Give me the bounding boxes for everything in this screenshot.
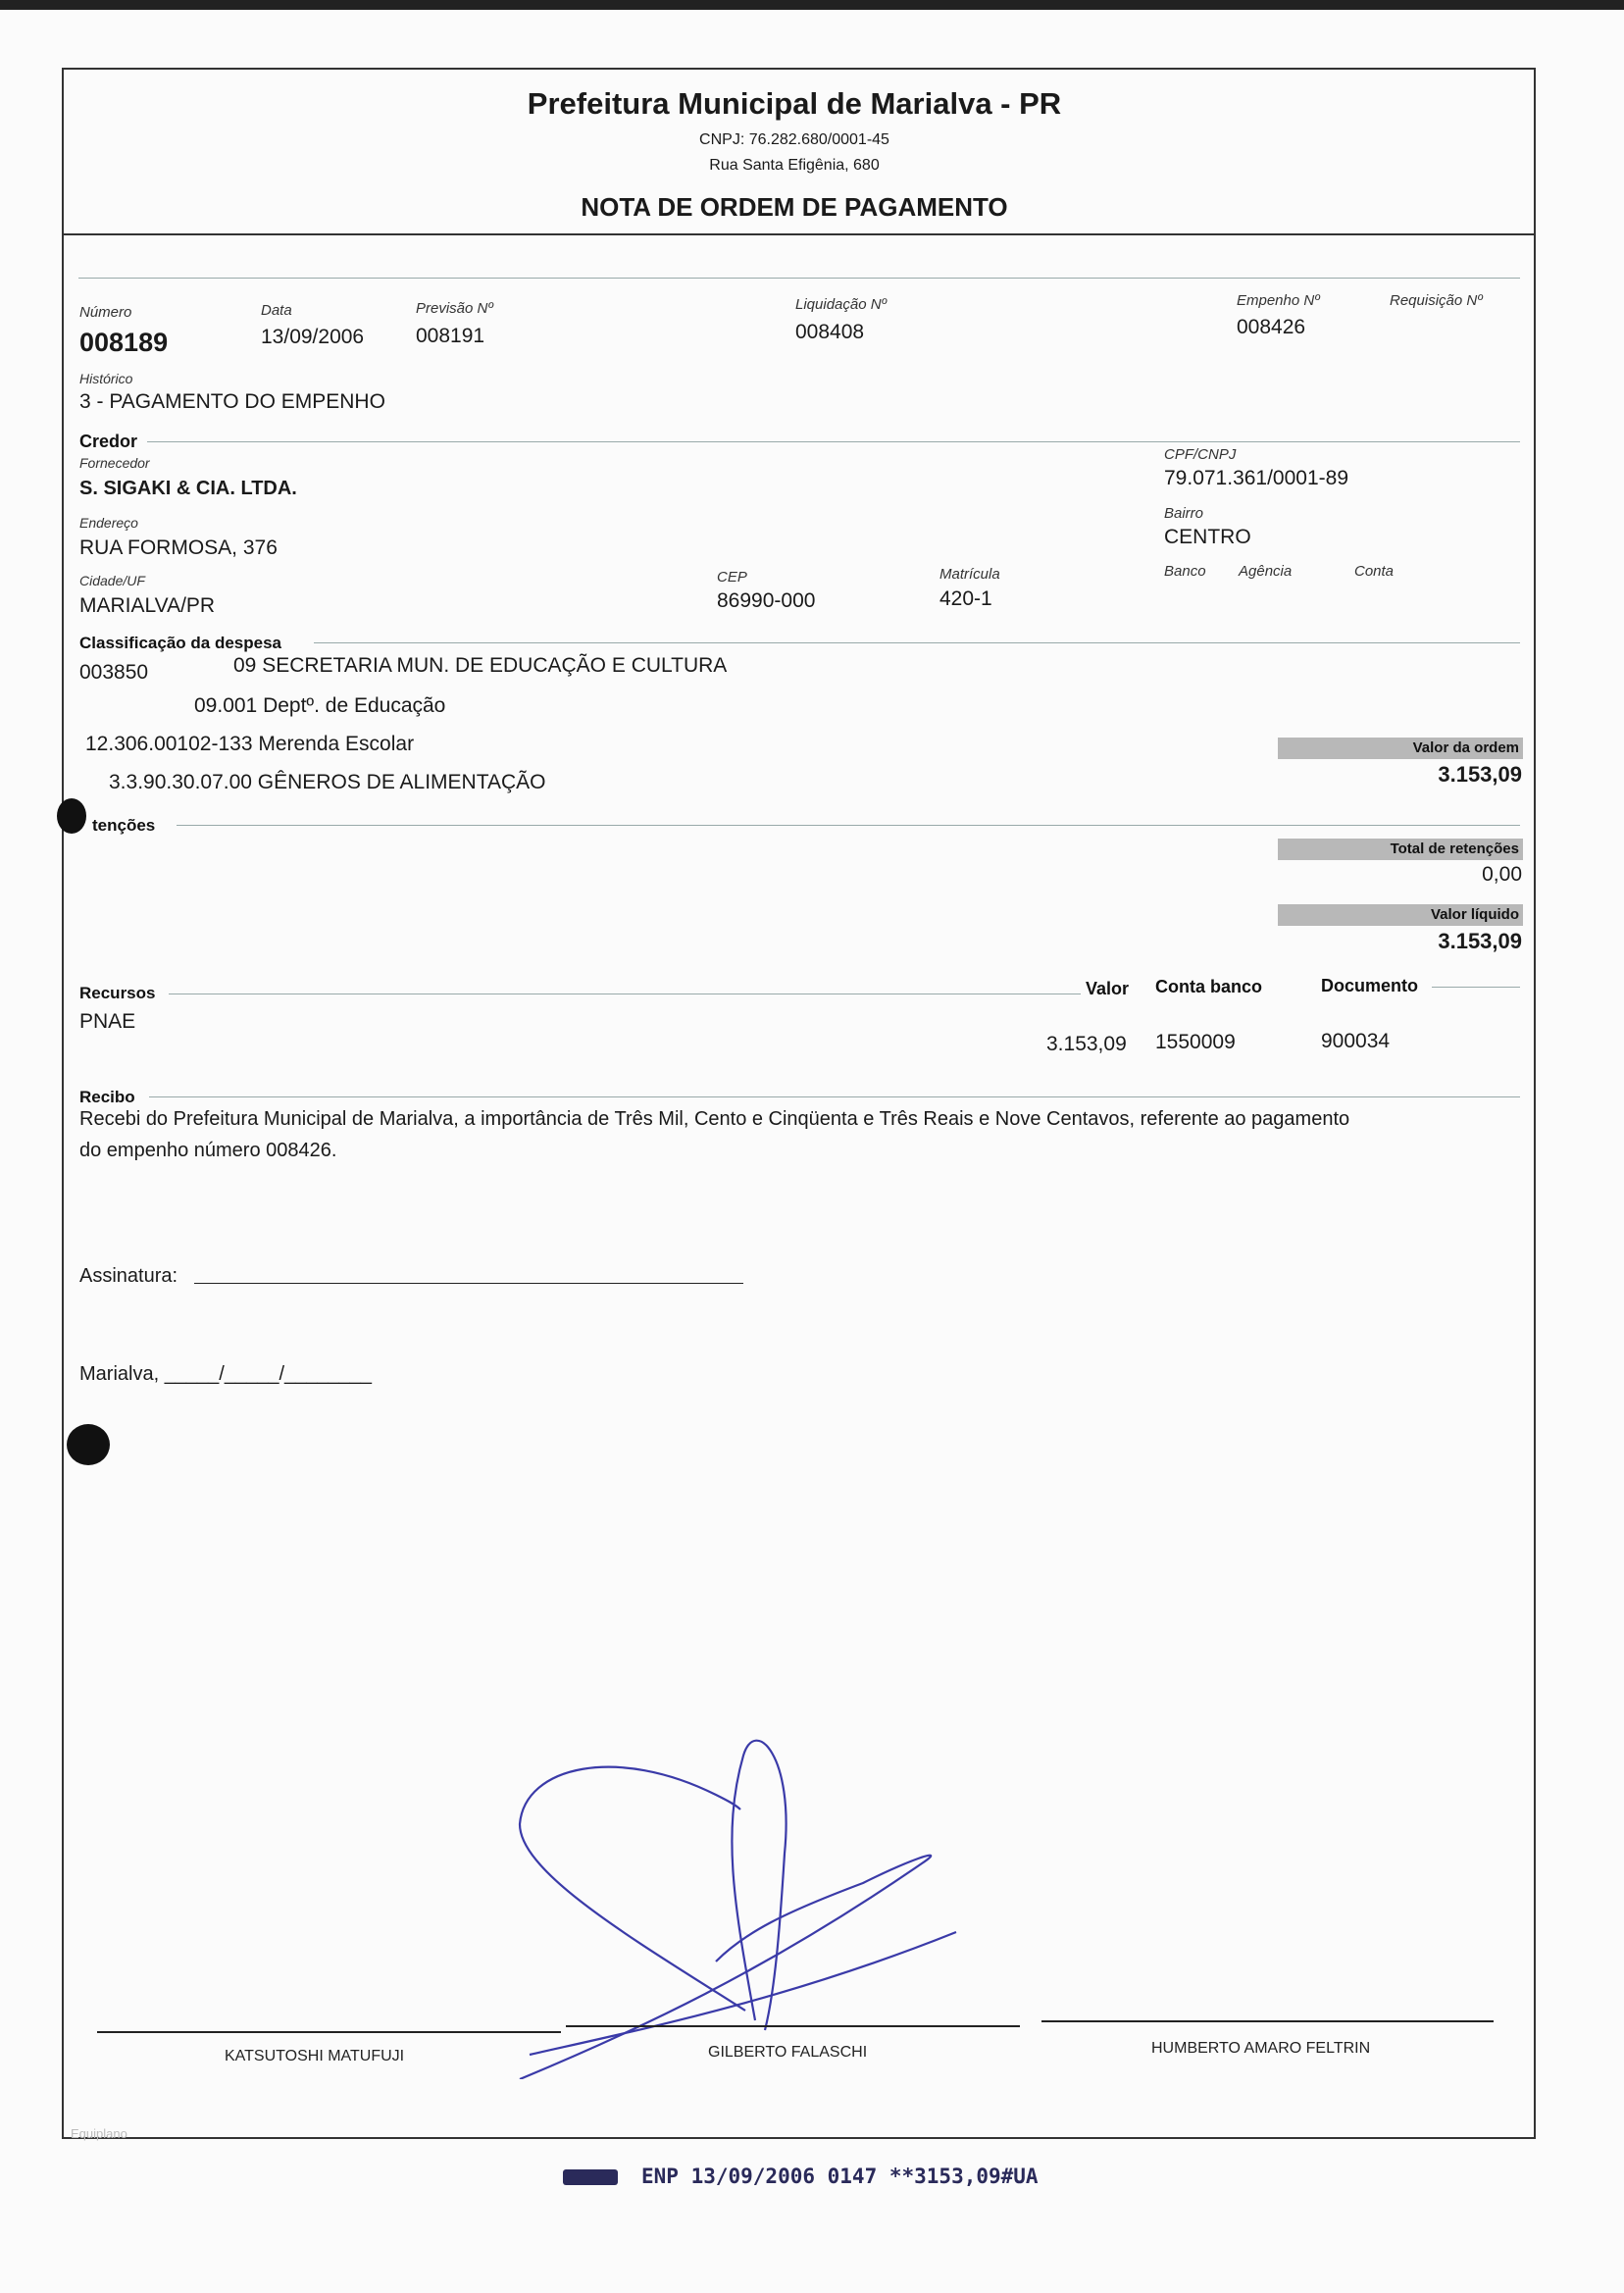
- recursos-conta-label: Conta banco: [1155, 977, 1263, 996]
- banco-label: Banco: [1164, 563, 1206, 580]
- ink-blot: [57, 798, 86, 834]
- assinatura-line: [194, 1283, 743, 1284]
- fornecedor-value: S. SIGAKI & CIA. LTDA.: [79, 478, 297, 499]
- header-divider: [62, 233, 1536, 235]
- empenho-label: Empenho Nº: [1237, 292, 1320, 309]
- valor-liquido-value: 3.153,09: [1438, 929, 1522, 953]
- ink-blot: [67, 1424, 110, 1465]
- signatory-2: GILBERTO FALASCHI: [708, 2044, 868, 2061]
- stamp-logo-icon: [563, 2169, 618, 2185]
- classificacao-line1: 09 SECRETARIA MUN. DE EDUCAÇÃO E CULTURA: [233, 654, 728, 677]
- signature-line-3: [1041, 2020, 1494, 2022]
- liquidacao-label: Liquidação Nº: [795, 296, 888, 313]
- fornecedor-label: Fornecedor: [79, 455, 150, 471]
- id-top-rule: [78, 278, 1520, 279]
- retencoes-rule: [177, 825, 1520, 826]
- classificacao-section: Classificação da despesa: [79, 634, 282, 652]
- corner-brand: Equiplano: [71, 2126, 127, 2141]
- recursos-valor-label: Valor: [1086, 979, 1130, 998]
- empenho-value: 008426: [1237, 316, 1306, 338]
- recibo-rule: [149, 1096, 1520, 1097]
- classificacao-line2: 09.001 Deptº. de Educação: [194, 694, 446, 717]
- previsao-label: Previsão Nº: [416, 300, 493, 317]
- total-retencoes-label: Total de retenções: [1278, 839, 1523, 860]
- cpf-label: CPF/CNPJ: [1164, 446, 1237, 463]
- conta-label: Conta: [1354, 563, 1395, 580]
- classificacao-line4: 3.3.90.30.07.00 GÊNEROS DE ALIMENTAÇÃO: [109, 771, 546, 793]
- bairro-label: Bairro: [1164, 505, 1204, 522]
- recibo-text-line2: do empenho número 008426.: [79, 1140, 337, 1161]
- cidade-label: Cidade/UF: [79, 573, 145, 588]
- address-line: Rua Santa Efigênia, 680: [709, 157, 880, 174]
- recibo-section: Recibo: [79, 1088, 135, 1106]
- classificacao-code: 003850: [79, 661, 149, 684]
- endereco-value: RUA FORMOSA, 376: [79, 536, 278, 559]
- cep-value: 86990-000: [717, 589, 816, 612]
- previsao-value: 008191: [416, 325, 485, 347]
- retencoes-section: tenções: [92, 816, 156, 835]
- valor-ordem-value: 3.153,09: [1438, 762, 1522, 787]
- numero-value: 008189: [79, 328, 169, 357]
- numero-label: Número: [79, 304, 132, 321]
- recursos-doc-label: Documento: [1321, 976, 1418, 995]
- data-label: Data: [261, 302, 292, 319]
- recursos-rule-right: [1432, 987, 1520, 988]
- classificacao-line3: 12.306.00102-133 Merenda Escolar: [85, 733, 415, 755]
- cidade-value: MARIALVA/PR: [79, 594, 216, 617]
- recursos-name: PNAE: [79, 1010, 136, 1033]
- cep-label: CEP: [717, 569, 747, 586]
- valor-ordem-label: Valor da ordem: [1278, 738, 1523, 759]
- matricula-value: 420-1: [939, 587, 992, 610]
- recursos-doc: 900034: [1321, 1030, 1391, 1052]
- endereco-label: Endereço: [79, 515, 138, 531]
- recursos-conta: 1550009: [1155, 1031, 1236, 1053]
- cnpj-line: CNPJ: 76.282.680/0001-45: [699, 131, 889, 148]
- classificacao-rule: [314, 642, 1520, 643]
- matricula-label: Matrícula: [939, 566, 1000, 583]
- assinatura-label: Assinatura:: [79, 1265, 178, 1287]
- historico-value: 3 - PAGAMENTO DO EMPENHO: [79, 390, 385, 413]
- recursos-section: Recursos: [79, 984, 156, 1002]
- recursos-valor: 3.153,09: [1046, 1033, 1127, 1055]
- credor-rule: [147, 441, 1520, 442]
- recibo-text-line1: Recebi do Prefeitura Municipal de Marialva, a importância de Três Mil, Cento e Cinqüenta e Três Reais e Nove Centavos, referente ao pagamento: [79, 1108, 1350, 1130]
- document-title: NOTA DE ORDEM DE PAGAMENTO: [581, 192, 1008, 222]
- agencia-label: Agência: [1239, 563, 1293, 580]
- historico-label: Histórico: [79, 371, 133, 386]
- liquidacao-value: 008408: [795, 321, 865, 343]
- credor-section: Credor: [79, 432, 138, 451]
- municipality-title: Prefeitura Municipal de Marialva - PR: [527, 86, 1062, 121]
- signatory-3: HUMBERTO AMARO FELTRIN: [1151, 2040, 1371, 2057]
- signatory-1: KATSUTOSHI MATUFUJI: [225, 2048, 405, 2064]
- bairro-value: CENTRO: [1164, 526, 1251, 548]
- data-value: 13/09/2006: [261, 326, 365, 348]
- signature-line-1: [97, 2031, 561, 2033]
- scan-top-edge: [0, 0, 1624, 10]
- local-data-line: Marialva, _____/_____/________: [79, 1363, 373, 1385]
- valor-liquido-label: Valor líquido: [1278, 904, 1523, 926]
- signature-line-2: [566, 2025, 1020, 2027]
- cpf-value: 79.071.361/0001-89: [1164, 467, 1349, 489]
- total-retencoes-value: 0,00: [1482, 863, 1522, 886]
- bank-stamp: ENP 13/09/2006 0147 **3153,09#UA: [641, 2165, 1039, 2188]
- requisicao-label: Requisição Nº: [1390, 292, 1483, 309]
